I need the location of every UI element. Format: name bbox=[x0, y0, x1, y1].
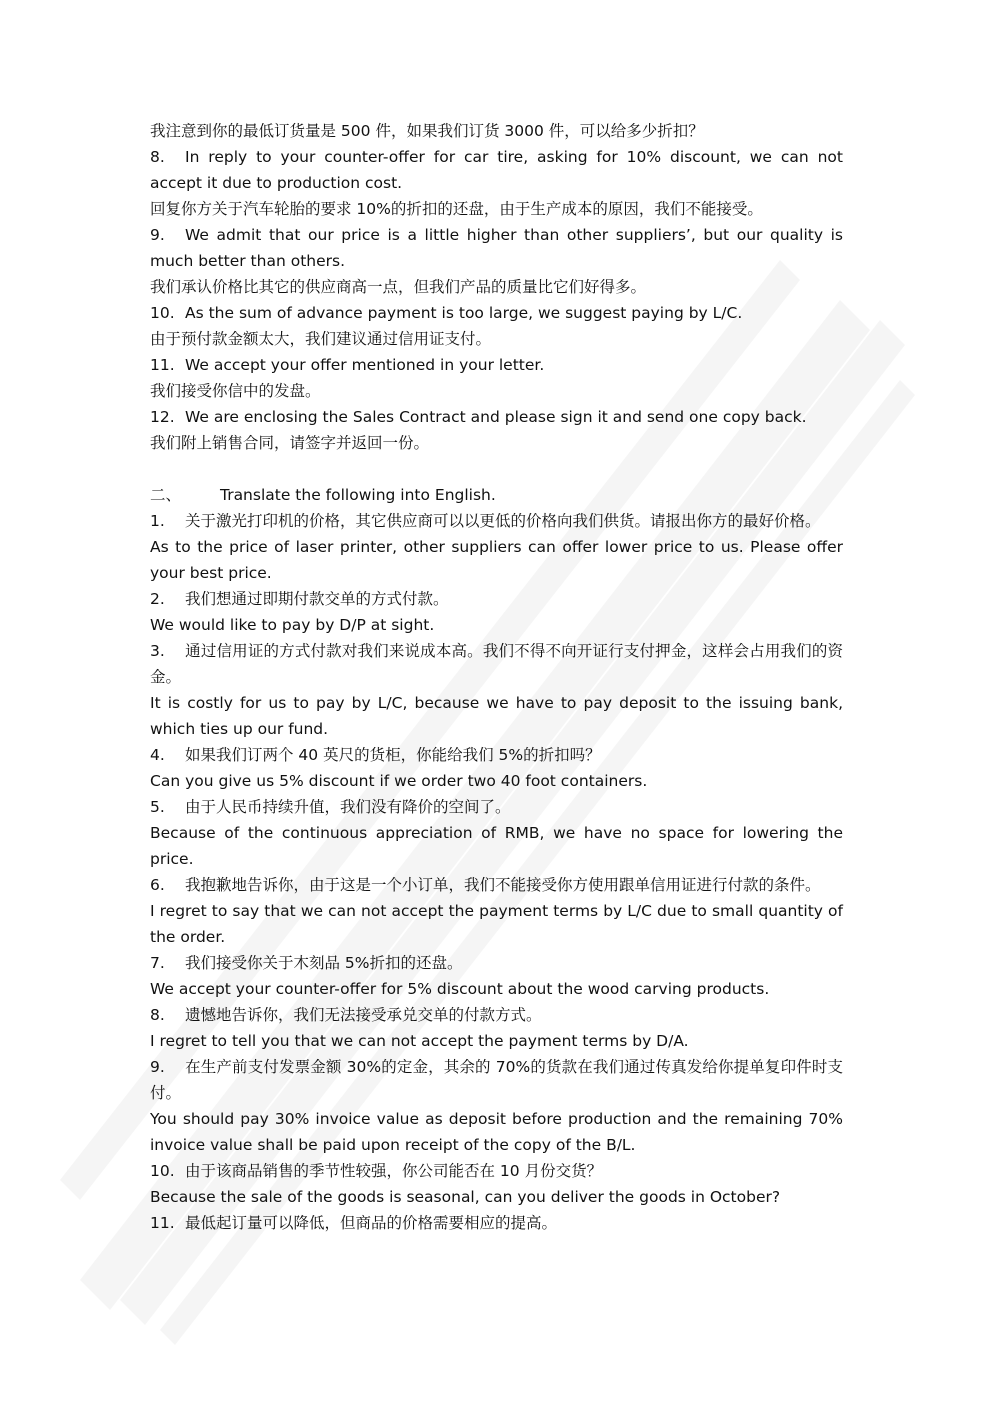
exercise-zh-6 bbox=[150, 872, 843, 898]
translation-zh-9: 我们承认价格比其它的供应商高一点，但我们产品的质量比它们好得多。 bbox=[150, 278, 647, 296]
item-number: 2. bbox=[150, 590, 165, 608]
sentence-text: 我们接受你关于木刻品 5%折扣的还盘。 bbox=[185, 954, 463, 972]
answer-en-5: Because of the continuous appreciation of RMB, we have no space for lowering the price. bbox=[150, 824, 843, 868]
sentence-en-8 bbox=[150, 144, 843, 196]
sentence-text: 我们想通过即期付款交单的方式付款。 bbox=[185, 590, 449, 608]
exercise-zh-11 bbox=[150, 1210, 843, 1236]
item-number: 6. bbox=[150, 876, 165, 894]
sentence-en-9 bbox=[150, 222, 843, 274]
exercise-zh-5 bbox=[150, 794, 843, 820]
answer-en-1: As to the price of laser printer, other suppliers can offer lower price to us. Please offer your best price. bbox=[150, 538, 843, 582]
item-number: 11. bbox=[150, 1214, 175, 1232]
item-number: 7. bbox=[150, 954, 165, 972]
sentence-text: As the sum of advance payment is too large, we suggest paying by L/C. bbox=[185, 304, 743, 322]
sentence-text: 遗憾地告诉你，我们无法接受承兑交单的付款方式。 bbox=[185, 1006, 542, 1024]
section-gap bbox=[150, 456, 843, 482]
continuation-line: 我注意到你的最低订货量是 500 件，如果我们订货 3000 件，可以给多少折扣？ bbox=[150, 122, 704, 140]
item-number: 4. bbox=[150, 746, 165, 764]
section-heading bbox=[150, 482, 843, 508]
sentence-text: 由于该商品销售的季节性较强，你公司能否在 10 月份交货？ bbox=[185, 1162, 603, 1180]
item-number: 12. bbox=[150, 408, 175, 426]
answer-en-8: I regret to tell you that we can not accept the payment terms by D/A. bbox=[150, 1032, 689, 1050]
translation-zh-10: 由于预付款金额太大，我们建议通过信用证支付。 bbox=[150, 330, 492, 348]
section-number: 二、 bbox=[150, 486, 182, 504]
sentence-text: 关于激光打印机的价格，其它供应商可以以更低的价格向我们供货。请报出你方的最好价格。 bbox=[185, 512, 821, 530]
sentence-text: 由于人民币持续升值，我们没有降价的空间了。 bbox=[185, 798, 511, 816]
answer-en-7: We accept your counter-offer for 5% discount about the wood carving products. bbox=[150, 980, 770, 998]
sentence-en-10 bbox=[150, 300, 843, 326]
answer-en-4: Can you give us 5% discount if we order two 40 foot containers. bbox=[150, 772, 648, 790]
item-number: 3. bbox=[150, 642, 165, 660]
exercise-zh-9 bbox=[150, 1054, 843, 1106]
item-number: 8. bbox=[150, 148, 165, 166]
item-number: 10. bbox=[150, 1162, 175, 1180]
translation-zh-8: 回复你方关于汽车轮胎的要求 10%的折扣的还盘，由于生产成本的原因，我们不能接受。 bbox=[150, 200, 763, 218]
answer-en-6: I regret to say that we can not accept the payment terms by L/C due to small quantity of the order. bbox=[150, 902, 843, 946]
sentence-text: We accept your offer mentioned in your letter. bbox=[185, 356, 545, 374]
item-number: 9. bbox=[150, 1058, 165, 1076]
item-number: 5. bbox=[150, 798, 165, 816]
exercise-zh-4 bbox=[150, 742, 843, 768]
document-page bbox=[150, 118, 843, 1236]
translation-zh-12: 我们附上销售合同，请签字并返回一份。 bbox=[150, 434, 430, 452]
sentence-text: We admit that our price is a little higher than other suppliers’, but our quality is much better than others. bbox=[150, 226, 843, 270]
exercise-zh-10 bbox=[150, 1158, 843, 1184]
item-number: 1. bbox=[150, 512, 165, 530]
item-number: 9. bbox=[150, 226, 165, 244]
answer-en-9: You should pay 30% invoice value as deposit before production and the remaining 70% invoice value shall be paid upon receipt of the copy of the B/L. bbox=[150, 1110, 843, 1154]
item-number: 11. bbox=[150, 356, 175, 374]
exercise-zh-8 bbox=[150, 1002, 843, 1028]
exercise-zh-3 bbox=[150, 638, 843, 690]
answer-en-10: Because the sale of the goods is seasonal, can you deliver the goods in October? bbox=[150, 1188, 781, 1206]
sentence-en-11 bbox=[150, 352, 843, 378]
sentence-text: 最低起订量可以降低，但商品的价格需要相应的提高。 bbox=[185, 1214, 558, 1232]
item-number: 8. bbox=[150, 1006, 165, 1024]
answer-en-3: It is costly for us to pay by L/C, because we have to pay deposit to the issuing bank, which ties up our fund. bbox=[150, 694, 843, 738]
sentence-text: 在生产前支付发票金额 30%的定金，其余的 70%的货款在我们通过传真发给你提单复印件时支付。 bbox=[150, 1058, 843, 1102]
sentence-text: In reply to your counter-offer for car tire, asking for 10% discount, we can not accept it due to production cost. bbox=[150, 148, 843, 192]
answer-en-2: We would like to pay by D/P at sight. bbox=[150, 616, 435, 634]
exercise-zh-1 bbox=[150, 508, 843, 534]
item-number: 10. bbox=[150, 304, 175, 322]
sentence-text: 如果我们订两个 40 英尺的货柜，你能给我们 5%的折扣吗？ bbox=[185, 746, 601, 764]
translation-zh-11: 我们接受你信中的发盘。 bbox=[150, 382, 321, 400]
exercise-zh-7 bbox=[150, 950, 843, 976]
sentence-text: We are enclosing the Sales Contract and please sign it and send one copy back. bbox=[185, 408, 807, 426]
section-title: Translate the following into English. bbox=[220, 486, 496, 504]
sentence-text: 我抱歉地告诉你，由于这是一个小订单，我们不能接受你方使用跟单信用证进行付款的条件。 bbox=[185, 876, 821, 894]
sentence-text: 通过信用证的方式付款对我们来说成本高。我们不得不向开证行支付押金，这样会占用我们的资金。 bbox=[150, 642, 843, 686]
exercise-zh-2 bbox=[150, 586, 843, 612]
sentence-en-12 bbox=[150, 404, 843, 430]
